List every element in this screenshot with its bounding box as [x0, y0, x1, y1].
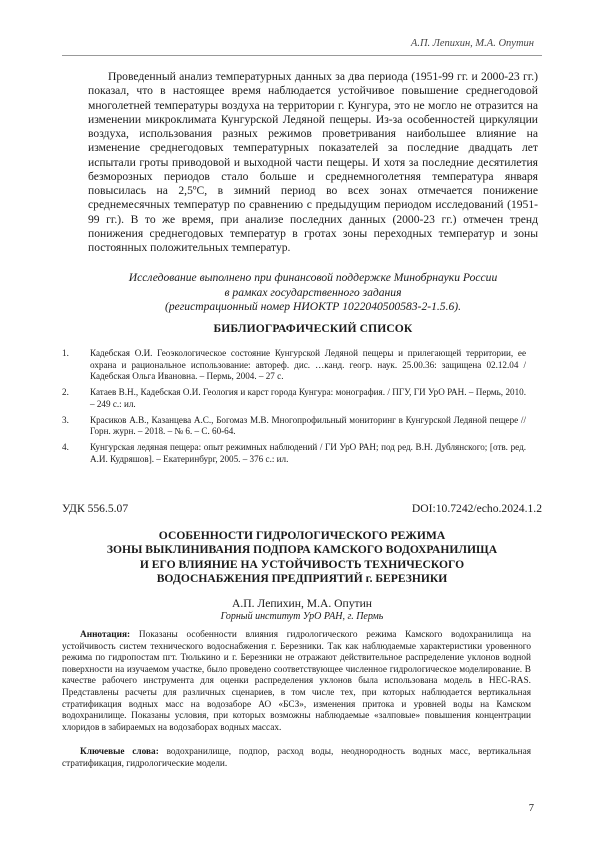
funding-line: Исследование выполнено при финансовой поддержке Минобрнауки России	[128, 271, 498, 284]
article-title-line: ОСОБЕННОСТИ ГИДРОЛОГИЧЕСКОГО РЕЖИМА	[158, 529, 446, 542]
bibliography-item	[62, 442, 526, 465]
funding-line: в рамках государственного задания	[224, 285, 402, 299]
page-number: 7	[528, 803, 534, 814]
bibliography-item-text: Катаев В.Н., Кадебская О.И. Геология и карст города Кунгура: монография. / ПГУ, ГИ УрО РАН. – Пермь, 2010. – 249 с.: ил.	[90, 387, 526, 409]
bibliography-item-number: 1.	[62, 348, 69, 358]
abstract-text: Показаны особенности влияния гидрологического режима Камского водохранилища на устойчивость систем технического водоснабжения г. Березники. Так как наблюдаемые характеристики уровенного режима по гидропостам пгт. Тюлькино и г. Березники не отражают действительное распределение уклонов водной поверхности на изучаемом участке, было проведено соответствующее численное гидрологическое моделирование. В качестве рабочего инструмента для оценки распределения уклонов была использована модель в HEC-RAS. Представлены расчеты для различных сценариев, в том числе тех, при которых наблюдается вертикальная стратификация водных масс на водозаборе АО «БСЗ», изменения притока и уровней воды на Камском водохранилище. Показаны условия, при которых возможны наблюдаемые «залповые» повышения концентрации хлоридов в забираемых на водозаборах водных массах.	[62, 630, 531, 733]
bibliography-item	[62, 415, 526, 438]
bibliography-item-text: Кадебская О.И. Геоэкологическое состояние Кунгурской Ледяной пещеры и прилегающей территории, ее охрана и рациональное использование: автореф. дис. …канд. геогр. наук. 25.00.36: защищена 02.12.04 / Кадебская Ольга Ивановна. – Пермь, 2004. – 27 с.	[90, 348, 526, 382]
bibliography-list	[62, 348, 526, 470]
bibliography-item-number: 3.	[62, 414, 69, 425]
article-title-line: ЗОНЫ ВЫКЛИНИВАНИЯ ПОДПОРА КАМСКОГО ВОДОХРАНИЛИЩА	[106, 543, 498, 557]
keywords-text: водохранилище, подпор, расход воды, неоднородность водных масс, вертикальная стратификация, гидрологические модели.	[62, 747, 531, 769]
article-title-line: И ЕГО ВЛИЯНИЕ НА УСТОЙЧИВОСТЬ ТЕХНИЧЕСКОГО	[139, 557, 465, 571]
bibliography-item-number: 4.	[62, 442, 69, 453]
doi-link[interactable]: DOI:10.7242/echo.2024.1.2	[411, 502, 542, 515]
article-authors: А.П. Лепихин, М.А. Опутин	[231, 597, 372, 610]
author-affiliation: Горный институт УрО РАН, г. Пермь	[220, 611, 384, 622]
bibliography-item-text: Кунгурская ледяная пещера: опыт режимных наблюдений / ГИ УрО РАН; под ред. В.Н. Дублянского; [отв. ред. А.И. Кудряшов]. – Екатеринбург, 2005. – 376 с.: ил.	[90, 442, 526, 464]
bibliography-item-text: Красиков А.В., Казанцева А.С., Богомаз М.В. Многопрофильный мониторинг в Кунгурской Ледяной пещере // Горн. журн. – 2018. – № 6. – С. 60-64.	[90, 414, 526, 437]
abstract-label: Аннотация:	[80, 630, 131, 640]
udk-code: УДК 556.5.07	[62, 502, 129, 515]
bibliography-item-number: 2.	[62, 387, 69, 398]
keywords-label: Ключевые слова:	[80, 747, 159, 757]
bibliography-title: БИБЛИОГРАФИЧЕСКИЙ СПИСОК	[213, 322, 413, 335]
article-title	[62, 529, 542, 586]
abstract	[62, 630, 531, 734]
bibliography-item	[62, 348, 526, 383]
bibliography-item	[62, 387, 526, 410]
funding-acknowledgement	[88, 271, 538, 315]
body-paragraph: Проведенный анализ температурных данных за два периода (1951-99 гг. и 2000-23 гг.) показал, что в настоящее время наблюдается устойчивое повышение среднегодовой многолетней температуры воздуха на территории г. Кунгура, это не могло не отразится на изменении микроклимата Кунгурской Ледяной пещеры. Из-за особенностей циркуляции воздуха, использования разных режимов проветривания наибольшее влияние на изменение среднегодовых температурных показателей за последние двадцать лет испытали гроты приводовой и выходной части пещеры. И хотя за последние десятилетия безморозных периодов стало больше и среднемноголетняя температура января повысилась на 2,5ºС, в зимний период во всех зонах отмечается понижение среднемесячных температур по сравнению с предыдущим периодом исследований (1951-99 гг.). В то же время, при анализе последних данных (2000-23 гг.) отмечен тренд понижения среднегодовых температур в гротах зоны переходных температур и зоны постоянных положительных температур.	[88, 70, 538, 254]
running-head: А.П. Лепихин, М.А. Опутин	[410, 38, 534, 49]
keywords	[62, 747, 531, 770]
funding-line: (регистрационный номер НИОКТР 1022040500583-2-1.5.6).	[164, 300, 462, 313]
article-title-line: ВОДОСНАБЖЕНИЯ ПРЕДПРИЯТИЙ г. БЕРЕЗНИКИ	[156, 571, 448, 585]
header-divider	[62, 55, 542, 56]
